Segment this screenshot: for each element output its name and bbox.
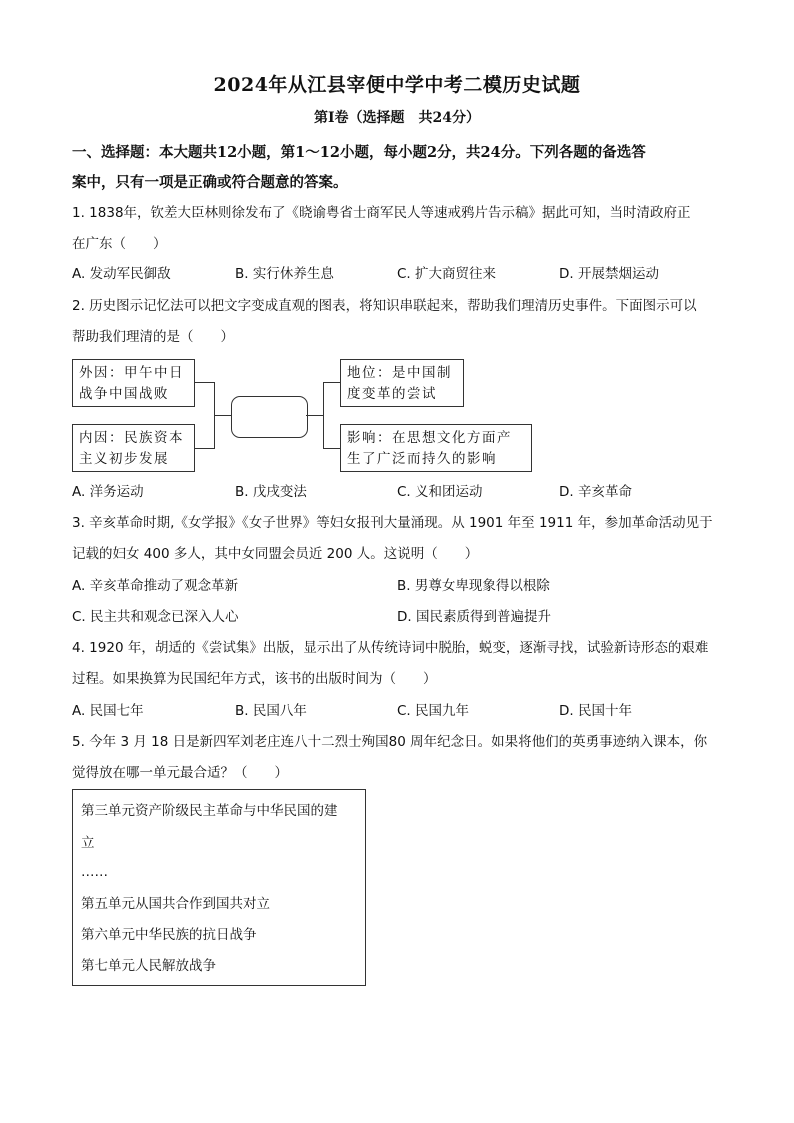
- q3-option-a[interactable]: A. 辛亥革命推动了观念革新: [72, 578, 239, 594]
- q2-option-d[interactable]: D. 辛亥革命: [559, 484, 632, 500]
- q4-option-d[interactable]: D. 民国十年: [559, 703, 632, 719]
- question-1-line-2: 在广东（ ）: [72, 236, 167, 252]
- connector: [323, 382, 324, 449]
- question-3-line-1: 3. 辛亥革命时期,《女学报》《女子世界》等妇女报刊大量涌现。从 1901 年至 1911 年，参加革命活动见于: [72, 515, 713, 531]
- q4-option-b[interactable]: B. 民国八年: [235, 703, 307, 719]
- influence-line-1: 影响：在思想文化方面产: [347, 430, 512, 446]
- q1-option-c[interactable]: C. 扩大商贸往来: [397, 266, 497, 282]
- connector: [306, 415, 324, 416]
- unit-line: 第三单元资产阶级民主革命与中华民国的建: [81, 803, 338, 819]
- influence-line-2: 生了广泛而持久的影响: [347, 451, 497, 467]
- external-cause-line-1: 外因：甲午中日: [79, 365, 184, 381]
- question-5: [72, 727, 722, 789]
- q2-option-a[interactable]: A. 洋务运动: [72, 484, 144, 500]
- q1-option-b[interactable]: B. 实行休养生息: [235, 266, 334, 282]
- question-3: [72, 508, 722, 570]
- question-2-line-2: 帮助我们理清的是（ ）: [72, 329, 234, 345]
- status-line-1: 地位：是中国制: [347, 365, 452, 381]
- question-4-line-1: 4. 1920 年，胡适的《尝试集》出版，显示出了从传统诗词中脱胎，蜕变，逐渐寻找，试验新诗形态的艰难: [72, 640, 709, 656]
- part-subtitle: 第Ⅰ卷（选择题 共24分）: [313, 110, 481, 126]
- question-3-line-2: 记载的妇女 400 多人，其中女同盟会员近 200 人。这说明（ ）: [72, 546, 479, 562]
- q3-option-d[interactable]: D. 国民素质得到普遍提升: [397, 609, 551, 625]
- question-5-line-1: 5. 今年 3 月 18 日是新四军刘老庄连八十二烈士殉国80 周年纪念日。如果将他们的英勇事迹纳入课本，你: [72, 734, 708, 750]
- connector: [195, 382, 215, 383]
- section-line-1: 一、选择题：本大题共12小题，第1～12小题，每小题2分，共24分。下列各题的备选答: [72, 144, 646, 161]
- q1-option-a[interactable]: A. 发动军民御敌: [72, 266, 171, 282]
- q4-option-c[interactable]: C. 民国九年: [397, 703, 470, 719]
- external-cause-line-2: 战争中国战败: [79, 386, 169, 402]
- question-2-line-1: 2. 历史图示记忆法可以把文字变成直观的图表，将知识串联起来，帮助我们理清历史事件。下面图示可以: [72, 298, 697, 314]
- unit-list-box: [72, 789, 366, 986]
- status-line-2: 度变革的尝试: [347, 386, 437, 402]
- exam-title: 2024年从江县宰便中学中考二模历史试题: [213, 74, 581, 96]
- q3-option-c[interactable]: C. 民主共和观念已深入人心: [72, 609, 239, 625]
- unit-line-ellipsis: ……: [81, 864, 108, 880]
- question-1: [72, 198, 722, 260]
- question-1-line-1: 1. 1838年，钦差大臣林则徐发布了《晓谕粤省士商军民人等速戒鸦片告示稿》据此可知，当时清政府正: [72, 205, 691, 221]
- connector: [323, 382, 340, 383]
- question-2: [72, 291, 722, 353]
- question-5-line-2: 觉得放在哪一单元最合适？（ ）: [72, 765, 288, 781]
- internal-cause-line-1: 内因：民族资本: [79, 430, 184, 446]
- q2-option-b[interactable]: B. 戊戌变法: [235, 484, 307, 500]
- q3-option-b[interactable]: B. 男尊女卑现象得以根除: [397, 578, 550, 594]
- unit-line: 立: [81, 835, 95, 851]
- internal-cause-line-2: 主义初步发展: [79, 451, 169, 467]
- unit-line: 第五单元从国共合作到国共对立: [81, 896, 270, 912]
- q4-option-a[interactable]: A. 民国七年: [72, 703, 144, 719]
- diagram-internal-cause: [72, 424, 195, 472]
- connector: [195, 448, 215, 449]
- q2-option-c[interactable]: C. 义和团运动: [397, 484, 483, 500]
- unit-line: 第六单元中华民族的抗日战争: [81, 927, 257, 943]
- diagram-status: [340, 359, 464, 407]
- diagram-influence: [340, 424, 532, 472]
- diagram-external-cause: [72, 359, 195, 407]
- section-line-2: 案中，只有一项是正确或符合题意的答案。: [72, 174, 348, 191]
- unit-line: 第七单元人民解放战争: [81, 958, 216, 974]
- q1-option-d[interactable]: D. 开展禁烟运动: [559, 266, 659, 282]
- connector: [214, 415, 231, 416]
- connector: [323, 448, 340, 449]
- question-4: [72, 633, 722, 695]
- diagram-answer-blank: [231, 396, 308, 438]
- section-instructions: [72, 138, 722, 198]
- question-4-line-2: 过程。如果换算为民国纪年方式，该书的出版时间为（ ）: [72, 671, 437, 687]
